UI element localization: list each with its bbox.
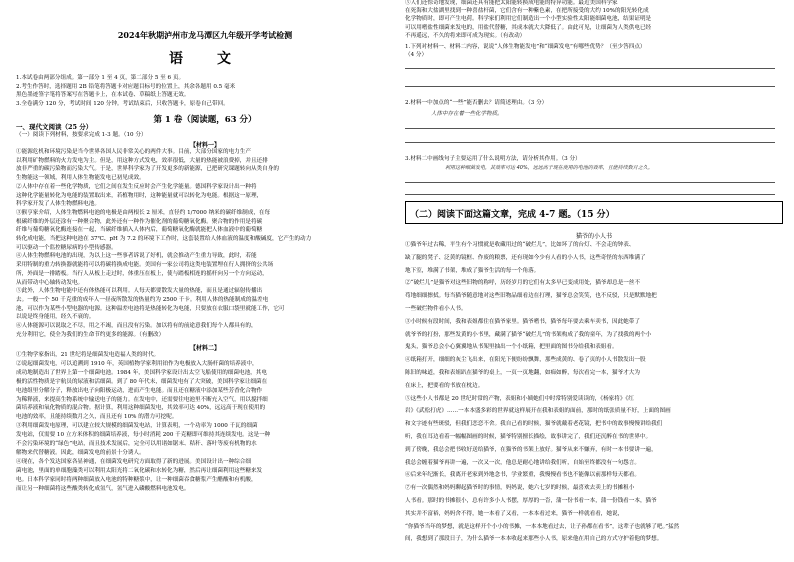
essay-line: ⑤这些小人书都是 20 世纪时常的产物，表姐和小姨她们中时常特别爱读读的，《杨家将》《红 — [405, 395, 634, 402]
material1-line: 纤维与葡萄糖氧化酶连接在一起，当碳纤维插入人体内后，葡萄糖氧化酶就能把人体血液中的葡萄糖 — [16, 227, 263, 234]
essay-line: 到了傍晚，我总会把书收好送给猫爷，在猫爷的书架上放好。猫爷从来不嫌弃，有时一本书要讲一遍， — [405, 446, 657, 453]
essay-line: 陈旧的味道，我和表姐趴在猫爷的桌上，一页一页地翻，如痴如醉，每次看完一本，猫爷才大为 — [405, 370, 640, 376]
question-1: 1.下列对材料一、材料二内容，说说“人体生物能发电”和“细菌发电”有哪些优势？（至少答四点） — [405, 44, 646, 50]
material1-line: 去。一般一个 50 千克重的成年人一昼夜所散发的热量约为 2500 千卡。利用人体的热能制成的温差电 — [16, 296, 269, 303]
intro-line: 化学物质时，即可产生电荷。科学家们利用它们制造出一个小型实验性太阳能细菌电池，结果证明是 — [405, 16, 652, 23]
material1-line: 所，外面是一排踏板。当行人从板上走过时，体重压在板上，使与踏板相连的摇杆向另一个方向运动， — [16, 270, 268, 277]
material1-line: 以说是终身能用，经久不衰的。 — [16, 314, 95, 321]
answer-line — [405, 182, 775, 183]
material2-line: ①生物学家指出，21 世纪将是细菌发电造福人类的时代。 — [16, 352, 160, 358]
material1-line: ③猴亨家介绍，人体生物燃料电池的电极是由两根长 2 厘米，直径约 1/7000 纳米的碳纤维制成，在每 — [16, 209, 271, 216]
essay-line: 一些破烂物件看小人书。 — [405, 306, 467, 312]
material1-line: 生物能这一领域，利用人体生物能发电已初见成效。 — [16, 175, 145, 182]
essay-line: 我总会缠着猫爷再讲一遍，一次又一次，他总是耐心地讲给我们听，自始至终都没有一句怨言。 — [405, 459, 640, 466]
material1-line: 从而带动中心轴转动发电。 — [16, 279, 84, 286]
essay-line: 间，我想到了那段日子，为什么猫爷一本本收起来那些小人书，原来他在用自己的方式守护着他的梦想。 — [405, 536, 663, 543]
subject-title: 语 文 — [169, 51, 241, 67]
material2-line: 为稀释液，来提高生物系统中输送电子的能力。在发电中，还需要往电池里不断充入空气，用以搅拌细 — [16, 396, 268, 403]
left-column — [16, 0, 394, 562]
material1-line: 放非严重的碳污染物而污染大气。于是，世界科学家为了开发更多的新能源，已把研究课题转向从类自身的 — [16, 166, 279, 173]
material2-line: 而让另一种细菌将这些酸类转化成氢气，氢气进入磷酸燃料电池发电。 — [16, 485, 190, 492]
part-title: 第 1 卷（阅读题，63 分） — [153, 115, 257, 125]
material1-line: ②人体中存在着一些化学物质，它们之间在发生反应时会产生化学能量。德国科学家设计出一种将 — [16, 183, 257, 190]
material1-line: 这种化学能量转化为电能的装置取出来，若植物用时，这种能量就可以转化为电能。根据这一原理， — [16, 192, 263, 199]
question-3: 3.材料二中画线句子主要运用了什么说明方法，请分析其作用。（3 分） — [405, 156, 581, 162]
material1-line: 可以驱动一个监控糖尿病的小型传感器。 — [16, 244, 117, 251]
material1-line: 充分利用它，使全为我们的生命节约更多的能源。（有删改） — [16, 331, 165, 338]
material1-line: 科学家开发了人体生物燃料电池。 — [16, 201, 100, 208]
essay-title: 猫爷的小人书 — [575, 233, 612, 240]
essay-line: 就爷爷的打扮，那些发黄的小书里，藏满了猫爷“破烂儿”的书架构成了我的童年，为了找我的两个小 — [405, 331, 652, 338]
essay-line: ②“破烂儿”是猫爷对这些旧物的称呼，历经岁月的它们有太多早已变成用处，猫爷却总是一丝不 — [405, 280, 641, 287]
instruction-line: 黑色墨迹签字笔将答案写在答题卡上，在本试卷、草稿纸上答题无效。 — [16, 92, 190, 98]
material2-line: 菌培养液和氧化物质的混合物。据计算，利用这种细菌发电，其效率可达 40%，远远高于现在使用的 — [16, 405, 266, 412]
essay-line: 在床上，把要看的书放在枕边。 — [405, 382, 484, 389]
answer-line — [405, 128, 775, 129]
material1-line: ⑥人体能源可以说取之不尽，用之不竭，而且没有污染。加以将有的前途意我们每个人都具有的， — [16, 323, 257, 329]
instruction-line: 1.本试卷由两部分组成。第一部分 1 至 4 页，第二部分 5 至 6 页。 — [16, 75, 185, 81]
material2-line: ④现在，各个发达国家各显神通，在细菌发电研究方面取得了新的进展。美国设计出一种综合细 — [16, 458, 251, 465]
essay-line: “你猫爷当年的梦想，就是这样开个小小的书摊，一本本地看过去，让子孙都在看书”，这辈子也就够了吧。”猛然 — [405, 523, 680, 530]
question-3-quote: 利用这种细菌发电，其效率可达 40%，远远高于现在使用的电池的效率，且能持续数月之久。 — [445, 165, 653, 171]
intro-line: ⑤人们还惊奇地发现，细菌还具有能把太阳能转换成电能的特异功能。最近美国科学家 — [405, 0, 618, 6]
essay-line: 其实并不富裕，妈妈舍不得，她一本看了又看，一本本看过来，猫爷一样就看看，她说， — [405, 510, 624, 517]
instruction-line: 2.考生作答时，选择题用 2B 铅笔将答题卡对应题目标号的位置上，其余各题用 0.5 毫米 — [16, 83, 236, 90]
material1-line: ⑤此外，人体生物电能中还有体热能可以利用。人每天都要散发大量的热能，而且是通过辐射传播出 — [16, 288, 263, 295]
material2-line: 电池的效率，且能持续数月之久，而且还有 10% 的潜力可挖呢。 — [16, 414, 178, 421]
answer-line — [405, 142, 775, 143]
question-1-mark: （4 分） — [405, 52, 428, 58]
material2-line: ②说起细菌发电，可以追溯到 1910 年，英国植物学家利用铂作为电极放入大肠杆菌的培养液中， — [16, 360, 258, 367]
essay-line: ④纸箱打开，细细的灰尘飞出来，在阳光下便纷纷飘舞，那些成黄的、卷了页的小人书散发出一股 — [405, 357, 646, 364]
essay-line: ⑦有一次偶然和妈妈聊起猫爷时的事情，妈妈说，她六七岁的时候，最喜欢去卖上的书摊租小 — [405, 485, 635, 492]
question-2: 2.材料一中加点的“一些”能否删去？请简述理由。（3 分） — [405, 100, 548, 106]
material2-line: 解物来代替糖液。因此，细菌发电的前景十分诱人。 — [16, 449, 145, 456]
essay-line: ⑥后来年纪渐长，我离开老家到外地念书，学业繁重，我慢慢看书也不能像以前那样每天都看。 — [405, 472, 640, 479]
intro-line: 可以用嗜盐性细菌来发电的，用盐代替糖，其成本就大大降低了。由此可见，让细菌为人类供电已经 — [405, 24, 652, 31]
material2-line: 电。日本科学家同时将两种细菌放入电池的特种糖浆中，让一种细菌吞食糖浆产生醋酸和有机酸， — [16, 476, 257, 483]
section2-heading-box — [405, 201, 783, 224]
material2-line: 成功地制造出了世界上第一个细菌电池。1984 年，美国科学家设计出太空飞船使用的细菌电池，其电 — [16, 369, 267, 376]
intro-line: 在死海和大盐湖里找到一种喜盐杆菌，它们含有一种紫色素，在把所接受的大约 10%的阳光转化成 — [405, 8, 649, 15]
intro-line: 不再遥远，不久的将来即可成为现实。（有改动） — [405, 32, 526, 39]
essay-line: 人书看。那时的书摊很小，总有许多小人书摆，厚厚的一沓，蒲一份书看一本，蒲一份钱看一本，猫爷 — [405, 498, 657, 504]
material1-line: 池，可以作为某些小型电器的电源。这种温差电池将是热能转化为电能，只要放在衣服口袋里就能工作，它可 — [16, 305, 285, 312]
material1-line: ④人体生物燃料电池的出现，为以上这一些事者诉说了好机，就会推动产生重力导致，此时，若能 — [16, 253, 257, 260]
section2-heading: （二）阅读下面这篇文章，完成 4-7 题。（15 分） — [410, 210, 615, 220]
essay-line: ①猫爷年过古稀，平生有个习惯就是收藏用过的“破烂儿”，比如坏了的台灯、不会走的钟表、 — [405, 242, 635, 248]
answer-line — [405, 86, 775, 87]
right-column — [405, 0, 783, 562]
material2-line: 电池组里分解分子，释放出电子向阳极运动，进而产生电能。而且还在糖液中添加某些芳香化合物作 — [16, 387, 263, 394]
material2-line: 发电站，仅需要 10 立方米体积的细菌培养液，每小时消耗 200 千克糖即可维持其连续发电。这是一种 — [16, 432, 271, 439]
material1-line: 转化成电能，当把这种电池在 37℃、pH 为 7.2 的环境下工作时，这套装置给人体血液的温度和酸碱度，它产生的动力 — [16, 236, 312, 242]
section1-subheading: （一）阅读下列材料，按要求完成 1-3 题。（10 分） — [16, 132, 147, 138]
answer-line — [405, 194, 775, 195]
exam-title: 2024年秋期泸州市龙马潭区九年级开学考试检测 — [117, 30, 293, 40]
question-2-quote: 人体中存在着一些化学物质。 — [431, 111, 503, 117]
essay-line: 和文字迹有些斑驳，但我们恋恋不舍。我自己看的时候，猫爷就戴着老花镜，把书中的故事慢慢讲给我们 — [405, 421, 663, 428]
material2-line: ③利用细菌发电原理，可以建立较大规模的细菌发电站，计算表明，一个功率为 1000 千瓦的细菌 — [16, 423, 258, 430]
essay-line: 缺了腿的凳子、泛黄的镜框、作废的粮票，还有现如今少有人看的小人书，这些奇怪的东西堆满了 — [405, 254, 646, 261]
material2-title: 【材料二】 — [189, 345, 220, 352]
material1-line: 采用特制的重力转换器就能将可以将碳将换成电能。美国有一家公司将这类电装置埋在行人拥挤的公共场 — [16, 262, 274, 269]
material2-line: 菌电池，里面的单细胞藻类可以利用太阳光将二氧化碳和水转化为糖，然后再让细菌利用这些糖来发 — [16, 467, 263, 474]
material1-line: ①能源危机和环境污染是当今世界各国人民非常关心的两件大事。目前，大部分国家的电力生产 — [16, 149, 251, 155]
instruction-line: 3.全卷满分 120 分，考试时间 120 分钟。考试结束后，只收答题卡，原卷自己带回。 — [16, 100, 229, 107]
essay-line: 鬼头，猫爷总会小心翼翼地从书架里抽出一个小纸箱，把里面的图书分给我和表姐看。 — [405, 344, 618, 351]
essay-line: 苟地细细擦拭。每当猫爷随意地对这些旧物品细看边在打理，猫爷总会笑笑，也不反驳，只是默默地把 — [405, 293, 657, 300]
essay-line: 岩》《武松打虎》……一本本盛多彩的世界就这样展开在我和表姐的面前，那时的纸张质量不好，上面的图画 — [405, 408, 671, 415]
essay-line: 听，我在耳边看着一幅幅图画的时候，猫爷特别擅长描绘，故事讲完了，我们还沉醉在书的世界中。 — [405, 434, 652, 440]
answer-line — [405, 68, 775, 69]
material2-line: 不会污染环境的“绿色”电站，而且技术发展后，完全可以用诸如锯末、秸秆、落叶等废有机物的水 — [16, 441, 257, 447]
material1-title: 【材料一】 — [189, 142, 220, 149]
material1-line: 根碳纤维的外层还涂有一种聚合物，此外还有一种作为催化剂的葡萄糖氧化酶。聚合物的作用是将碳 — [16, 218, 263, 225]
section1-heading: 一、现代文阅读（25 分） — [16, 123, 93, 131]
material2-line: 极的活性物质是宇航员的尿液和活细菌。到了 80 年代末，细菌发电有了大突破，美国科学家让细菌在 — [16, 378, 268, 385]
essay-line: ③小时候有段时间，我和表姐都住在猫爷家里。猫爷嗜书，猫爷每年要去乘车卖书，因此她带了 — [405, 318, 640, 325]
material1-line: 以利用矿物燃料的火力发电为主。但是，用这种方式发电，效率很低，大量的热能被浪费掉，并且还排 — [16, 157, 268, 164]
essay-line: 地下室，堆满了书架，堆成了猫爷生活的每一个角落。 — [405, 267, 540, 274]
